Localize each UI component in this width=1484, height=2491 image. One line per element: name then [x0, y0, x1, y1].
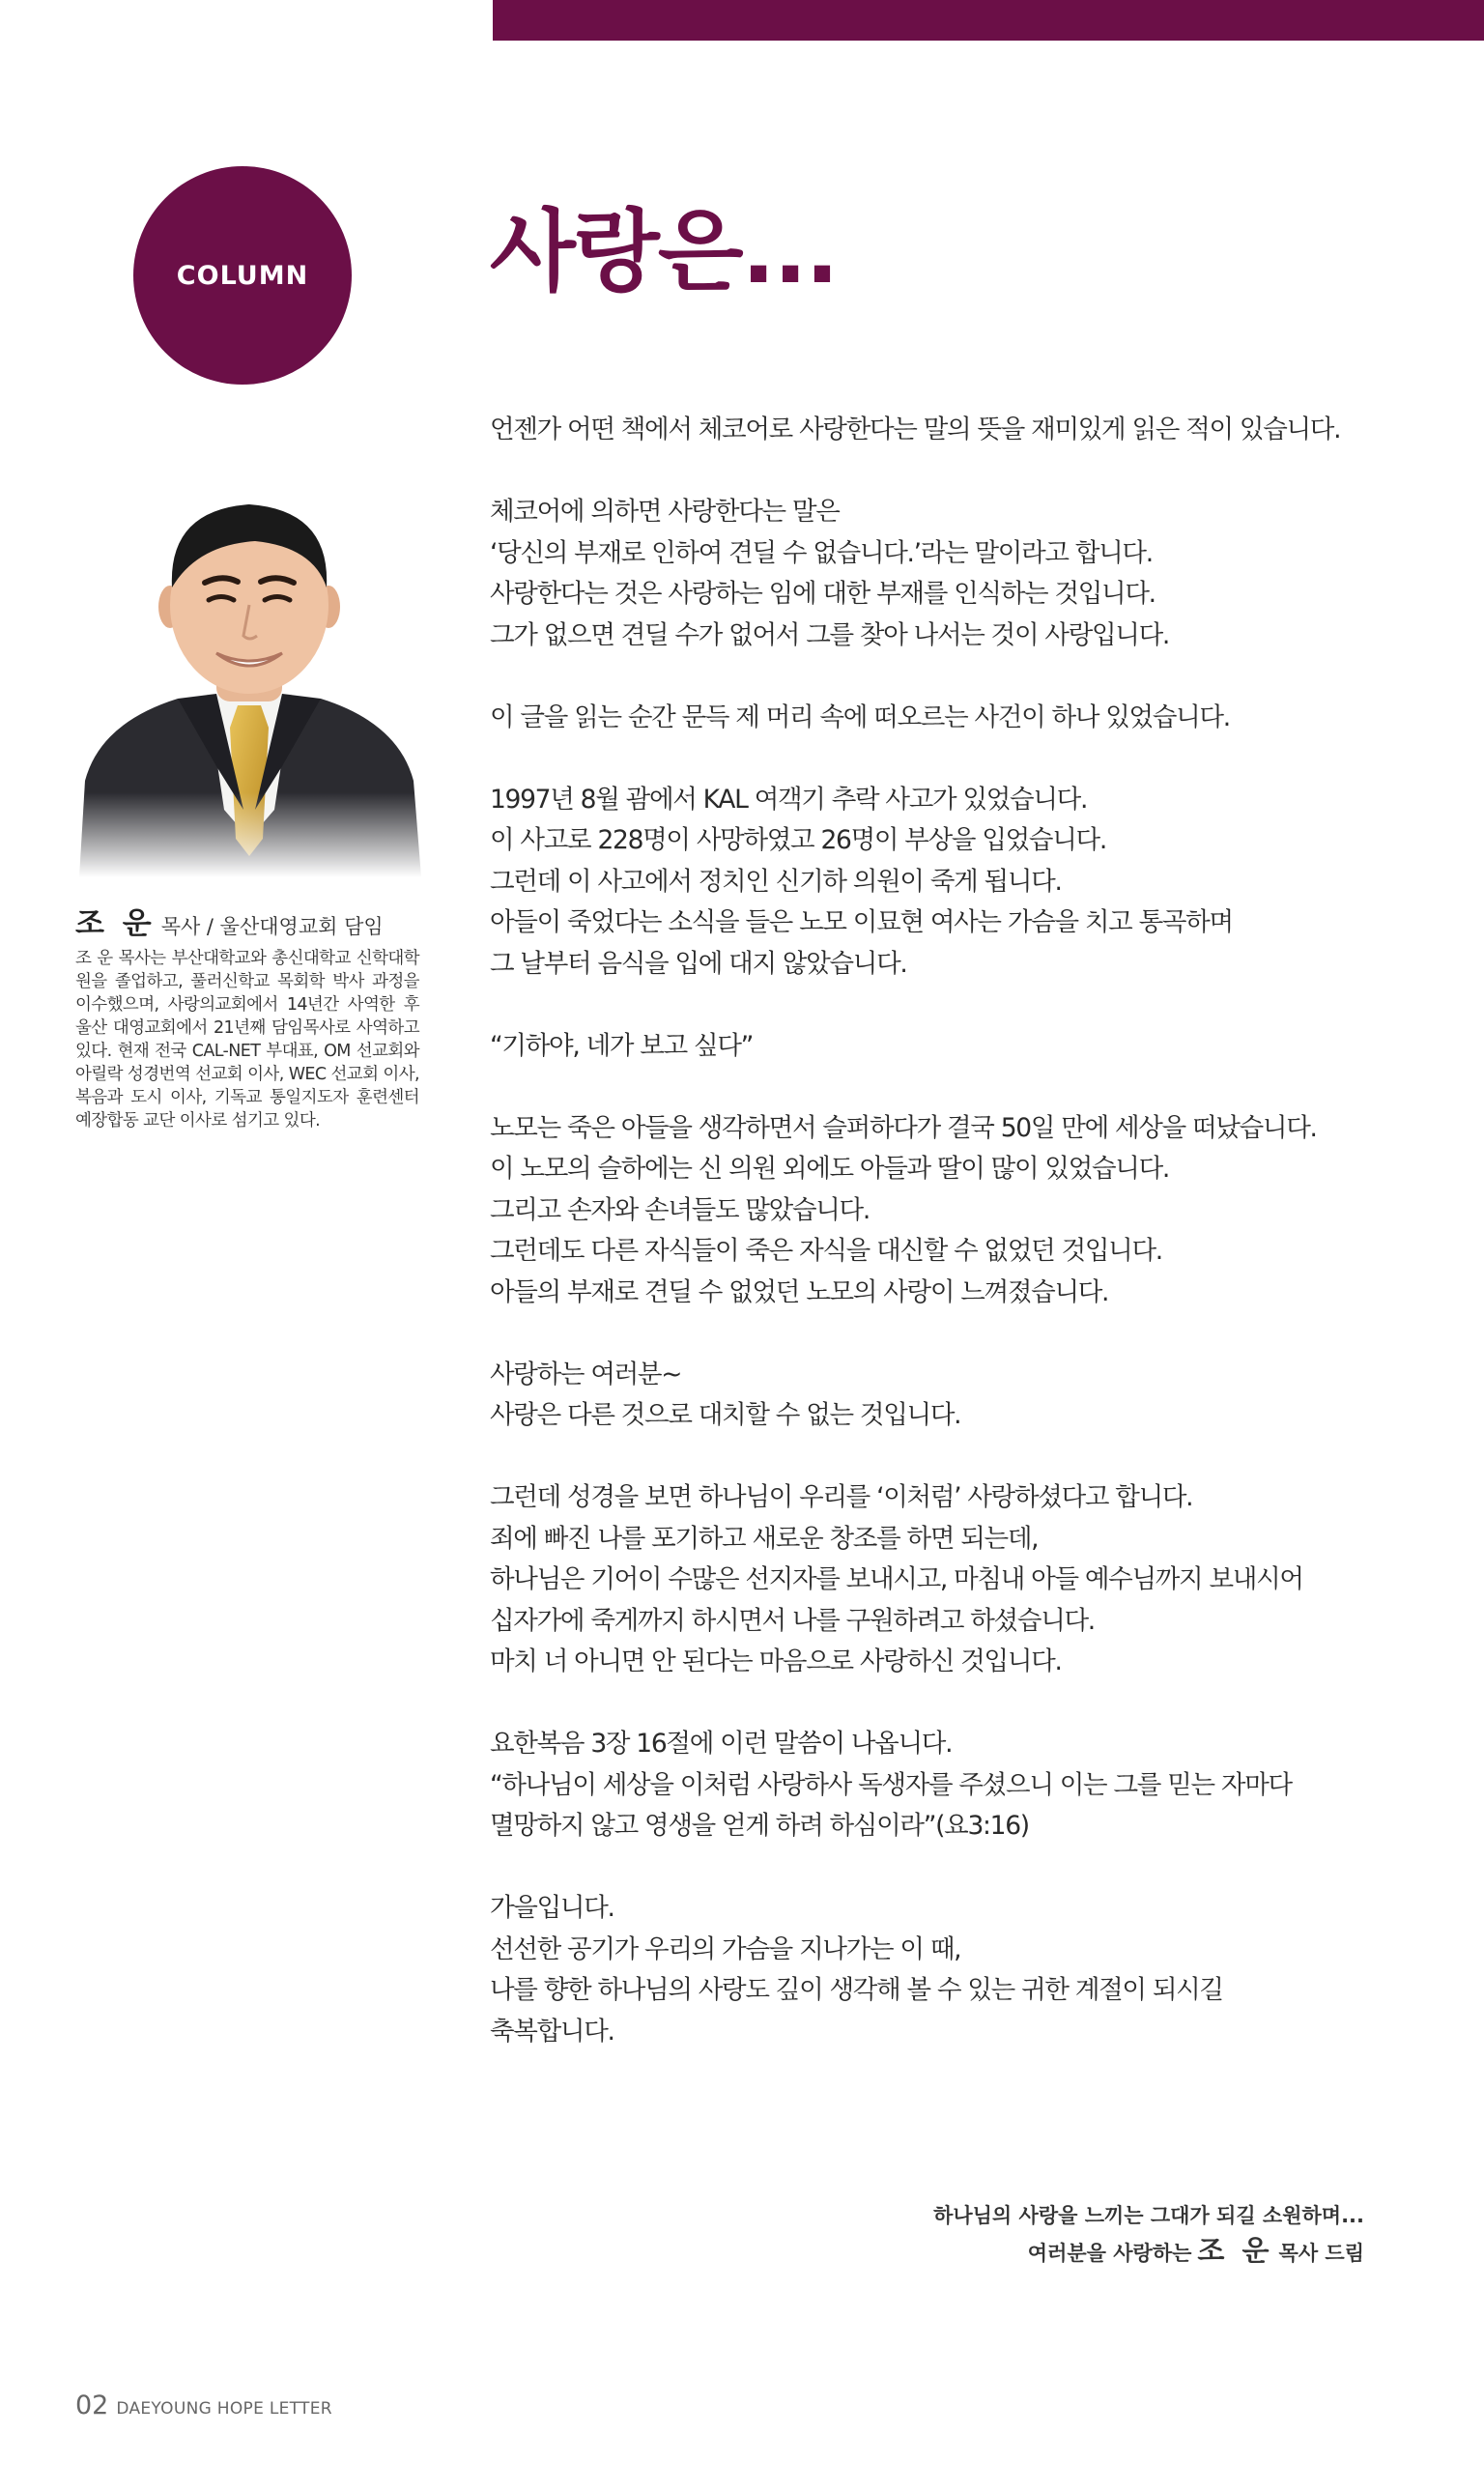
article-line: 십자가에 죽게까지 하시면서 나를 구원하려고 하셨습니다.: [490, 1605, 1095, 1636]
closing-line-2: [933, 2233, 1364, 2271]
article-paragraph: [490, 492, 1398, 656]
article-paragraph: [490, 1026, 1398, 1068]
closing-prefix: 여러분을 사랑하는: [1027, 2242, 1192, 2265]
article-body: [490, 410, 1398, 2094]
article-paragraph: [490, 1888, 1398, 2052]
article-line: 노모는 죽은 아들을 생각하면서 슬퍼하다가 결국 50일 만에 세상을 떠났습니다.: [490, 1112, 1317, 1143]
closing-signature: [933, 2198, 1364, 2271]
article-line: 이 사고로 228명이 사망하였고 26명이 부상을 입었습니다.: [490, 825, 1106, 855]
column-badge-label: COLUMN: [176, 260, 309, 291]
article-line: 사랑한다는 것은 사랑하는 임에 대한 부재를 인식하는 것입니다.: [490, 579, 1156, 609]
article-line: 사랑하는 여러분~: [490, 1359, 682, 1389]
article-line: 그 날부터 음식을 입에 대지 않았습니다.: [490, 948, 907, 979]
article-line: 아들의 부재로 견딜 수 없었던 노모의 사랑이 느껴졌습니다.: [490, 1276, 1109, 1307]
article-paragraph: [490, 410, 1398, 451]
article-line: 죄에 빠진 나를 포기하고 새로운 창조를 하면 되는데,: [490, 1523, 1039, 1554]
author-bio: 조 운 목사는 부산대학교와 총신대학교 신학대학원을 졸업하고, 풀러신학교 목회학 박사 과정을 이수했으며, 사랑의교회에서 14년간 사역한 후 울산 대영교회에서 21년째 담임목사로 사역하고 있다. 현재 전국 CAL-NET 부대표, OM 선교회와 아릴락 성경번역 선교회 이사, WEC 선교회 이사, 복음과 도시 이사, 기독교 통일지도자 훈련센터 예장합동 교단 이사로 섬기고 있다.: [75, 949, 419, 1131]
closing-suffix: 목사 드림: [1278, 2242, 1364, 2265]
article-line: 하나님은 기어이 수많은 선지자를 보내시고, 마침내 아들 예수님까지 보내시어: [490, 1564, 1303, 1594]
author-name-line: [75, 899, 433, 942]
signature-name: 조 운: [1197, 2234, 1273, 2267]
author-portrait: [71, 491, 427, 877]
page-footer: [75, 2391, 332, 2420]
article-line: 멸망하지 않고 영생을 얻게 하려 하심이라”(요3:16): [490, 1811, 1029, 1841]
article-line: 1997년 8월 괌에서 KAL 여객기 추락 사고가 있었습니다.: [490, 784, 1088, 815]
article-line: 그런데도 다른 자식들이 죽은 자식을 대신할 수 없었던 것입니다.: [490, 1236, 1162, 1266]
article-line: ‘당신의 부재로 인하여 견딜 수 없습니다.’라는 말이라고 합니다.: [490, 537, 1153, 568]
page-number: 02: [75, 2391, 109, 2420]
article-line: 체코어에 의하면 사랑한다는 말은: [490, 497, 840, 527]
page-title: 사랑은...: [490, 200, 838, 303]
article-line: 가을입니다.: [490, 1893, 614, 1923]
article-line: “하나님이 세상을 이처럼 사랑하사 독생자를 주셨으니 이는 그를 믿는 자마다: [490, 1769, 1292, 1800]
author-name: 조 운: [75, 906, 156, 941]
article-paragraph: [490, 1108, 1398, 1314]
article-line: 마치 너 아니면 안 된다는 마음으로 사랑하신 것입니다.: [490, 1646, 1062, 1676]
article-line: “기하야, 네가 보고 싶다”: [490, 1030, 754, 1061]
article-line: 그런데 성경을 보면 하나님이 우리를 ‘이처럼’ 사랑하셨다고 합니다.: [490, 1482, 1193, 1512]
article-line: 언젠가 어떤 책에서 체코어로 사랑한다는 말의 뜻을 재미있게 읽은 적이 있습니다.: [490, 415, 1341, 444]
article-paragraph: [490, 780, 1398, 986]
article-paragraph: [490, 1355, 1398, 1437]
top-accent-bar: [493, 0, 1484, 41]
author-role: 목사 / 울산대영교회 담임: [160, 915, 384, 938]
article-line: 나를 향한 하나님의 사랑도 깊이 생각해 볼 수 있는 귀한 계절이 되시길: [490, 1975, 1223, 2005]
article-line: 그가 없으면 견딜 수가 없어서 그를 찾아 나서는 것이 사랑입니다.: [490, 619, 1170, 650]
article-paragraph: [490, 698, 1398, 739]
article-line: 이 글을 읽는 순간 문득 제 머리 속에 떠오르는 사건이 하나 있었습니다.: [490, 701, 1230, 732]
article-line: 선선한 공기가 우리의 가슴을 지나가는 이 때,: [490, 1933, 961, 1964]
article-line: 이 노모의 슬하에는 신 의원 외에도 아들과 딸이 많이 있었습니다.: [490, 1154, 1170, 1184]
article-paragraph: [490, 1724, 1398, 1847]
article-line: 아들이 죽었다는 소식을 들은 노모 이묘현 여사는 가슴을 치고 통곡하며: [490, 907, 1233, 937]
article-line: 축복합니다.: [490, 2016, 614, 2047]
column-badge: [133, 166, 352, 385]
article-line: 그리고 손자와 손녀들도 많았습니다.: [490, 1194, 870, 1225]
closing-line-1: 하나님의 사랑을 느끼는 그대가 되길 소원하며...: [933, 2204, 1364, 2227]
article-line: 요한복음 3장 16절에 이런 말씀이 나옵니다.: [490, 1729, 953, 1759]
publication-name: DAEYOUNG HOPE LETTER: [116, 2399, 332, 2419]
article-line: 그런데 이 사고에서 정치인 신기하 의원이 죽게 됩니다.: [490, 866, 1062, 897]
article-line: 사랑은 다른 것으로 대치할 수 없는 것입니다.: [490, 1400, 961, 1430]
article-paragraph: [490, 1477, 1398, 1683]
